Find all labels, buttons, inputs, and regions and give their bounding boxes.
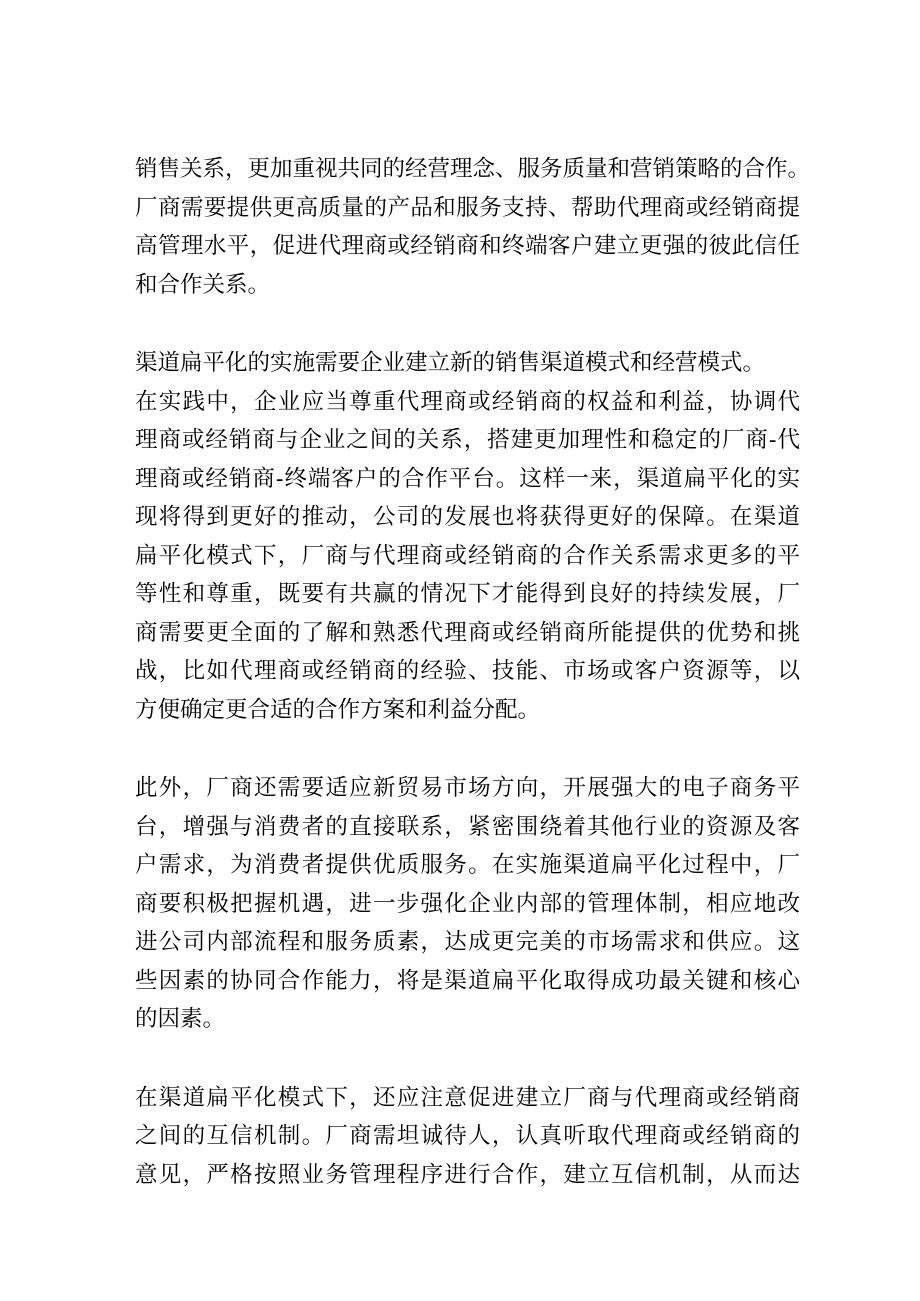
text-line: 户需求，为消费者提供优质服务。在实施渠道扁平化过程中，厂 [135,852,800,878]
paragraph-4 [135,1079,800,1195]
text-line: 理商或经销商与企业之间的关系，搭建更加理性和稳定的厂商-代 [135,427,800,453]
text-line: 此外，厂商还需要适应新贸易市场方向，开展强大的电子商务平 [135,775,800,801]
text-line: 和合作关系。 [135,271,271,298]
text-line: 在实践中，企业应当尊重代理商或经销商的权益和利益，协调代 [135,388,800,415]
paragraph-1 [135,150,811,304]
text-line: 意见，严格按照业务管理程序进行合作，建立互信机制，从而达 [135,1161,800,1188]
text-line: 的因素。 [135,1006,226,1032]
text-line: 之间的互信机制。厂商需坦诚待人，认真听取代理商或经销商的 [135,1123,800,1149]
text-line: 扁平化模式下，厂商与代理商或经销商的合作关系需求更多的平 [135,542,800,569]
paragraph-2 [135,344,800,729]
text-line: 台，增强与消费者的直接联系，紧密围绕着其他行业的资源及客 [135,813,800,840]
text-line: 商需要更全面的了解和熟悉代理商或经销商所能提供的优势和挑 [135,619,800,646]
text-line: 现将得到更好的推动，公司的发展也将获得更好的保障。在渠道 [135,504,800,530]
text-line: 销售关系，更加重视共同的经营理念、服务质量和营销策略的合作。 [135,156,811,182]
text-line: 方便确定更合适的合作方案和利益分配。 [135,696,541,723]
text-line: 厂商需要提供更高质量的产品和服务支持、帮助代理商或经销商提 [135,194,800,221]
document-body [135,150,811,1234]
text-line: 渠道扁平化的实施需要企业建立新的销售渠道模式和经营模式。 [135,350,766,376]
text-line: 理商或经销商-终端客户的合作平台。这样一来，渠道扁平化的实 [135,465,800,492]
paragraph-3 [135,769,800,1039]
text-line: 进公司内部流程和服务质素，达成更完美的市场需求和供应。这 [135,929,800,955]
text-line: 等性和尊重，既要有共赢的情况下才能得到良好的持续发展，厂 [135,581,800,607]
text-line: 高管理水平，促进代理商或经销商和终端客户建立更强的彼此信任 [135,233,800,259]
text-line: 战，比如代理商或经销商的经验、技能、市场或客户资源等，以 [135,658,800,684]
text-line: 些因素的协同合作能力，将是渠道扁平化取得成功最关键和核心 [135,967,800,994]
text-line: 在渠道扁平化模式下，还应注意促进建立厂商与代理商或经销商 [135,1084,800,1111]
text-line: 商要积极把握机遇，进一步强化企业内部的管理体制，相应地改 [135,890,800,917]
